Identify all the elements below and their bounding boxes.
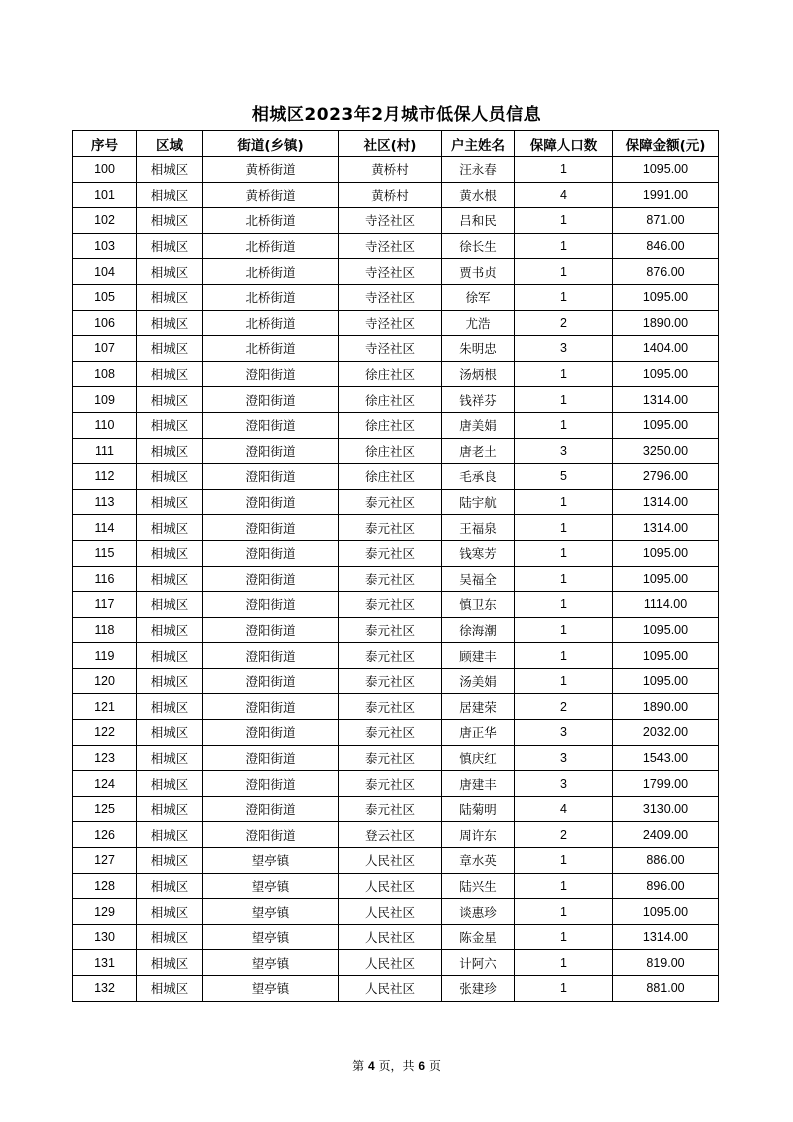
- cell-district: 相城区: [137, 924, 203, 950]
- cell-district: 相城区: [137, 720, 203, 746]
- cell-serial: 103: [73, 233, 137, 259]
- footer-total-pages: 6: [418, 1059, 426, 1073]
- cell-householder: 汤美娟: [442, 668, 515, 694]
- cell-serial: 111: [73, 438, 137, 464]
- cell-amount: 1095.00: [613, 412, 719, 438]
- table-row: [73, 643, 719, 669]
- cell-serial: 109: [73, 387, 137, 413]
- cell-district: 相城区: [137, 361, 203, 387]
- cell-community: 徐庄社区: [339, 412, 442, 438]
- cell-serial: 117: [73, 592, 137, 618]
- cell-street: 黄桥街道: [203, 182, 339, 208]
- cell-serial: 131: [73, 950, 137, 976]
- table-row: [73, 899, 719, 925]
- cell-street: 澄阳街道: [203, 745, 339, 771]
- cell-street: 澄阳街道: [203, 489, 339, 515]
- cell-serial: 127: [73, 848, 137, 874]
- cell-district: 相城区: [137, 284, 203, 310]
- cell-district: 相城区: [137, 745, 203, 771]
- cell-amount: 1314.00: [613, 489, 719, 515]
- cell-district: 相城区: [137, 157, 203, 183]
- cell-street: 澄阳街道: [203, 796, 339, 822]
- cell-district: 相城区: [137, 566, 203, 592]
- table-row: [73, 464, 719, 490]
- cell-persons: 1: [515, 259, 613, 285]
- cell-serial: 126: [73, 822, 137, 848]
- cell-serial: 123: [73, 745, 137, 771]
- cell-persons: 1: [515, 592, 613, 618]
- cell-street: 望亭镇: [203, 848, 339, 874]
- cell-amount: 3130.00: [613, 796, 719, 822]
- cell-community: 徐庄社区: [339, 361, 442, 387]
- cell-community: 泰元社区: [339, 668, 442, 694]
- cell-street: 望亭镇: [203, 950, 339, 976]
- table-row: [73, 515, 719, 541]
- cell-community: 寺泾社区: [339, 259, 442, 285]
- cell-street: 澄阳街道: [203, 387, 339, 413]
- table-row: [73, 361, 719, 387]
- table-row: [73, 668, 719, 694]
- cell-community: 人民社区: [339, 899, 442, 925]
- cell-district: 相城区: [137, 950, 203, 976]
- cell-community: 寺泾社区: [339, 284, 442, 310]
- cell-householder: 朱明忠: [442, 336, 515, 362]
- cell-persons: 1: [515, 899, 613, 925]
- table-row: [73, 720, 719, 746]
- cell-persons: 1: [515, 208, 613, 234]
- cell-street: 北桥街道: [203, 259, 339, 285]
- cell-street: 北桥街道: [203, 336, 339, 362]
- cell-amount: 1095.00: [613, 643, 719, 669]
- cell-street: 澄阳街道: [203, 643, 339, 669]
- cell-serial: 104: [73, 259, 137, 285]
- cell-amount: 1095.00: [613, 566, 719, 592]
- table-row: [73, 822, 719, 848]
- cell-serial: 102: [73, 208, 137, 234]
- cell-amount: 846.00: [613, 233, 719, 259]
- cell-persons: 1: [515, 387, 613, 413]
- cell-street: 澄阳街道: [203, 361, 339, 387]
- footer-current-page: 4: [367, 1059, 375, 1073]
- cell-district: 相城区: [137, 694, 203, 720]
- cell-district: 相城区: [137, 464, 203, 490]
- cell-community: 黄桥村: [339, 157, 442, 183]
- cell-amount: 2032.00: [613, 720, 719, 746]
- cell-householder: 徐海潮: [442, 617, 515, 643]
- cell-householder: 唐美娟: [442, 412, 515, 438]
- cell-amount: 1404.00: [613, 336, 719, 362]
- cell-persons: 3: [515, 745, 613, 771]
- table-row: [73, 157, 719, 183]
- cell-district: 相城区: [137, 848, 203, 874]
- cell-householder: 毛承良: [442, 464, 515, 490]
- table-row: [73, 182, 719, 208]
- cell-serial: 115: [73, 540, 137, 566]
- cell-persons: 1: [515, 515, 613, 541]
- cell-persons: 2: [515, 694, 613, 720]
- cell-district: 相城区: [137, 617, 203, 643]
- column-header-householder: 户主姓名: [442, 131, 515, 157]
- welfare-roster-table: [72, 130, 719, 1002]
- cell-community: 寺泾社区: [339, 336, 442, 362]
- cell-district: 相城区: [137, 540, 203, 566]
- cell-householder: 居建荣: [442, 694, 515, 720]
- cell-district: 相城区: [137, 873, 203, 899]
- cell-street: 澄阳街道: [203, 438, 339, 464]
- cell-householder: 顾建丰: [442, 643, 515, 669]
- cell-community: 泰元社区: [339, 643, 442, 669]
- cell-amount: 896.00: [613, 873, 719, 899]
- cell-householder: 钱寒芳: [442, 540, 515, 566]
- cell-community: 人民社区: [339, 976, 442, 1002]
- cell-district: 相城区: [137, 412, 203, 438]
- table-row: [73, 848, 719, 874]
- cell-community: 泰元社区: [339, 745, 442, 771]
- cell-amount: 1095.00: [613, 157, 719, 183]
- cell-householder: 王福泉: [442, 515, 515, 541]
- table-row: [73, 412, 719, 438]
- cell-street: 澄阳街道: [203, 720, 339, 746]
- page-title: 相城区2023年2月城市低保人员信息: [251, 105, 542, 125]
- cell-householder: 计阿六: [442, 950, 515, 976]
- cell-persons: 3: [515, 771, 613, 797]
- cell-district: 相城区: [137, 259, 203, 285]
- table-row: [73, 950, 719, 976]
- cell-street: 澄阳街道: [203, 617, 339, 643]
- cell-amount: 819.00: [613, 950, 719, 976]
- cell-community: 寺泾社区: [339, 208, 442, 234]
- cell-amount: 2796.00: [613, 464, 719, 490]
- cell-community: 黄桥村: [339, 182, 442, 208]
- cell-serial: 129: [73, 899, 137, 925]
- cell-householder: 慎庆红: [442, 745, 515, 771]
- cell-persons: 1: [515, 643, 613, 669]
- cell-community: 人民社区: [339, 924, 442, 950]
- cell-persons: 1: [515, 924, 613, 950]
- cell-persons: 1: [515, 976, 613, 1002]
- cell-amount: 886.00: [613, 848, 719, 874]
- cell-householder: 钱祥芬: [442, 387, 515, 413]
- table-row: [73, 592, 719, 618]
- cell-street: 望亭镇: [203, 873, 339, 899]
- cell-householder: 尤浩: [442, 310, 515, 336]
- page-footer: [0, 1057, 793, 1074]
- cell-district: 相城区: [137, 489, 203, 515]
- cell-householder: 黄水根: [442, 182, 515, 208]
- cell-householder: 慎卫东: [442, 592, 515, 618]
- column-header-district: 区域: [137, 131, 203, 157]
- table-row: [73, 745, 719, 771]
- cell-street: 北桥街道: [203, 233, 339, 259]
- cell-street: 黄桥街道: [203, 157, 339, 183]
- cell-persons: 3: [515, 720, 613, 746]
- cell-persons: 1: [515, 540, 613, 566]
- cell-amount: 1799.00: [613, 771, 719, 797]
- cell-persons: 3: [515, 336, 613, 362]
- cell-householder: 谈惠珍: [442, 899, 515, 925]
- table-row: [73, 540, 719, 566]
- cell-persons: 1: [515, 950, 613, 976]
- cell-serial: 107: [73, 336, 137, 362]
- cell-persons: 1: [515, 848, 613, 874]
- cell-community: 徐庄社区: [339, 438, 442, 464]
- cell-serial: 108: [73, 361, 137, 387]
- cell-serial: 120: [73, 668, 137, 694]
- cell-district: 相城区: [137, 592, 203, 618]
- table-row: [73, 771, 719, 797]
- cell-householder: 陆宇航: [442, 489, 515, 515]
- cell-street: 澄阳街道: [203, 668, 339, 694]
- cell-serial: 119: [73, 643, 137, 669]
- cell-amount: 1095.00: [613, 617, 719, 643]
- cell-community: 徐庄社区: [339, 387, 442, 413]
- cell-street: 澄阳街道: [203, 694, 339, 720]
- cell-householder: 唐正华: [442, 720, 515, 746]
- cell-street: 北桥街道: [203, 284, 339, 310]
- table-row: [73, 310, 719, 336]
- cell-amount: 1543.00: [613, 745, 719, 771]
- cell-householder: 章水英: [442, 848, 515, 874]
- cell-district: 相城区: [137, 976, 203, 1002]
- cell-householder: 徐军: [442, 284, 515, 310]
- cell-amount: 1114.00: [613, 592, 719, 618]
- cell-serial: 132: [73, 976, 137, 1002]
- cell-amount: 1095.00: [613, 668, 719, 694]
- cell-persons: 1: [515, 284, 613, 310]
- cell-persons: 1: [515, 873, 613, 899]
- table-row: [73, 284, 719, 310]
- cell-householder: 汤炳根: [442, 361, 515, 387]
- footer-suffix: 页: [428, 1059, 441, 1073]
- cell-householder: 唐老土: [442, 438, 515, 464]
- table-row: [73, 694, 719, 720]
- cell-community: 泰元社区: [339, 771, 442, 797]
- cell-persons: 1: [515, 668, 613, 694]
- cell-district: 相城区: [137, 796, 203, 822]
- cell-amount: 1095.00: [613, 284, 719, 310]
- cell-serial: 128: [73, 873, 137, 899]
- cell-persons: 1: [515, 617, 613, 643]
- cell-street: 望亭镇: [203, 976, 339, 1002]
- cell-householder: 徐长生: [442, 233, 515, 259]
- cell-serial: 116: [73, 566, 137, 592]
- cell-serial: 118: [73, 617, 137, 643]
- column-header-serial: 序号: [73, 131, 137, 157]
- cell-community: 寺泾社区: [339, 310, 442, 336]
- cell-community: 泰元社区: [339, 540, 442, 566]
- cell-persons: 1: [515, 157, 613, 183]
- cell-householder: 周许东: [442, 822, 515, 848]
- footer-middle: 页，共: [378, 1059, 415, 1073]
- cell-persons: 2: [515, 822, 613, 848]
- cell-serial: 112: [73, 464, 137, 490]
- cell-serial: 114: [73, 515, 137, 541]
- cell-amount: 1991.00: [613, 182, 719, 208]
- cell-amount: 876.00: [613, 259, 719, 285]
- cell-community: 泰元社区: [339, 489, 442, 515]
- cell-amount: 1314.00: [613, 387, 719, 413]
- cell-community: 登云社区: [339, 822, 442, 848]
- cell-community: 泰元社区: [339, 617, 442, 643]
- cell-persons: 5: [515, 464, 613, 490]
- table-row: [73, 233, 719, 259]
- cell-persons: 3: [515, 438, 613, 464]
- cell-street: 澄阳街道: [203, 592, 339, 618]
- cell-community: 泰元社区: [339, 694, 442, 720]
- cell-street: 澄阳街道: [203, 464, 339, 490]
- cell-district: 相城区: [137, 515, 203, 541]
- cell-community: 人民社区: [339, 950, 442, 976]
- cell-street: 澄阳街道: [203, 540, 339, 566]
- column-header-community: 社区(村): [339, 131, 442, 157]
- table-body: [73, 157, 719, 1002]
- table-row: [73, 336, 719, 362]
- cell-amount: 1095.00: [613, 899, 719, 925]
- cell-serial: 122: [73, 720, 137, 746]
- cell-district: 相城区: [137, 899, 203, 925]
- column-header-amount: 保障金额(元): [613, 131, 719, 157]
- cell-serial: 101: [73, 182, 137, 208]
- cell-amount: 1095.00: [613, 361, 719, 387]
- footer-prefix: 第: [352, 1059, 365, 1073]
- cell-district: 相城区: [137, 208, 203, 234]
- table-row: [73, 796, 719, 822]
- cell-householder: 贾书贞: [442, 259, 515, 285]
- cell-community: 泰元社区: [339, 796, 442, 822]
- table-header-row: [73, 131, 719, 157]
- cell-amount: 1890.00: [613, 694, 719, 720]
- cell-amount: 3250.00: [613, 438, 719, 464]
- table-row: [73, 924, 719, 950]
- cell-serial: 125: [73, 796, 137, 822]
- cell-district: 相城区: [137, 643, 203, 669]
- cell-street: 望亭镇: [203, 899, 339, 925]
- cell-householder: 张建珍: [442, 976, 515, 1002]
- cell-householder: 陈金星: [442, 924, 515, 950]
- cell-serial: 100: [73, 157, 137, 183]
- cell-persons: 1: [515, 361, 613, 387]
- cell-amount: 881.00: [613, 976, 719, 1002]
- cell-persons: 1: [515, 489, 613, 515]
- cell-persons: 4: [515, 796, 613, 822]
- cell-district: 相城区: [137, 771, 203, 797]
- cell-householder: 汪永春: [442, 157, 515, 183]
- cell-persons: 1: [515, 233, 613, 259]
- cell-community: 泰元社区: [339, 566, 442, 592]
- cell-persons: 1: [515, 412, 613, 438]
- cell-community: 寺泾社区: [339, 233, 442, 259]
- cell-serial: 113: [73, 489, 137, 515]
- cell-serial: 105: [73, 284, 137, 310]
- cell-district: 相城区: [137, 387, 203, 413]
- cell-street: 北桥街道: [203, 310, 339, 336]
- column-header-persons: 保障人口数: [515, 131, 613, 157]
- cell-persons: 2: [515, 310, 613, 336]
- cell-community: 泰元社区: [339, 720, 442, 746]
- cell-persons: 4: [515, 182, 613, 208]
- cell-persons: 1: [515, 566, 613, 592]
- cell-householder: 陆菊明: [442, 796, 515, 822]
- cell-community: 徐庄社区: [339, 464, 442, 490]
- cell-serial: 106: [73, 310, 137, 336]
- table-row: [73, 566, 719, 592]
- cell-district: 相城区: [137, 182, 203, 208]
- table-row: [73, 259, 719, 285]
- table-row: [73, 208, 719, 234]
- column-header-street: 街道(乡镇): [203, 131, 339, 157]
- cell-street: 北桥街道: [203, 208, 339, 234]
- cell-community: 人民社区: [339, 873, 442, 899]
- cell-street: 澄阳街道: [203, 566, 339, 592]
- cell-serial: 121: [73, 694, 137, 720]
- cell-amount: 1890.00: [613, 310, 719, 336]
- cell-serial: 130: [73, 924, 137, 950]
- cell-street: 澄阳街道: [203, 822, 339, 848]
- cell-district: 相城区: [137, 233, 203, 259]
- cell-district: 相城区: [137, 822, 203, 848]
- cell-district: 相城区: [137, 668, 203, 694]
- cell-householder: 吴福全: [442, 566, 515, 592]
- cell-amount: 1314.00: [613, 515, 719, 541]
- cell-street: 望亭镇: [203, 924, 339, 950]
- cell-serial: 124: [73, 771, 137, 797]
- cell-street: 澄阳街道: [203, 412, 339, 438]
- cell-community: 泰元社区: [339, 515, 442, 541]
- table-row: [73, 438, 719, 464]
- cell-district: 相城区: [137, 438, 203, 464]
- cell-amount: 2409.00: [613, 822, 719, 848]
- cell-district: 相城区: [137, 336, 203, 362]
- cell-community: 泰元社区: [339, 592, 442, 618]
- cell-district: 相城区: [137, 310, 203, 336]
- table-row: [73, 617, 719, 643]
- table-row: [73, 489, 719, 515]
- cell-householder: 吕和民: [442, 208, 515, 234]
- table-row: [73, 873, 719, 899]
- cell-householder: 唐建丰: [442, 771, 515, 797]
- cell-community: 人民社区: [339, 848, 442, 874]
- cell-amount: 1095.00: [613, 540, 719, 566]
- cell-street: 澄阳街道: [203, 771, 339, 797]
- cell-amount: 871.00: [613, 208, 719, 234]
- cell-householder: 陆兴生: [442, 873, 515, 899]
- table-row: [73, 387, 719, 413]
- table-row: [73, 976, 719, 1002]
- cell-street: 澄阳街道: [203, 515, 339, 541]
- cell-serial: 110: [73, 412, 137, 438]
- cell-amount: 1314.00: [613, 924, 719, 950]
